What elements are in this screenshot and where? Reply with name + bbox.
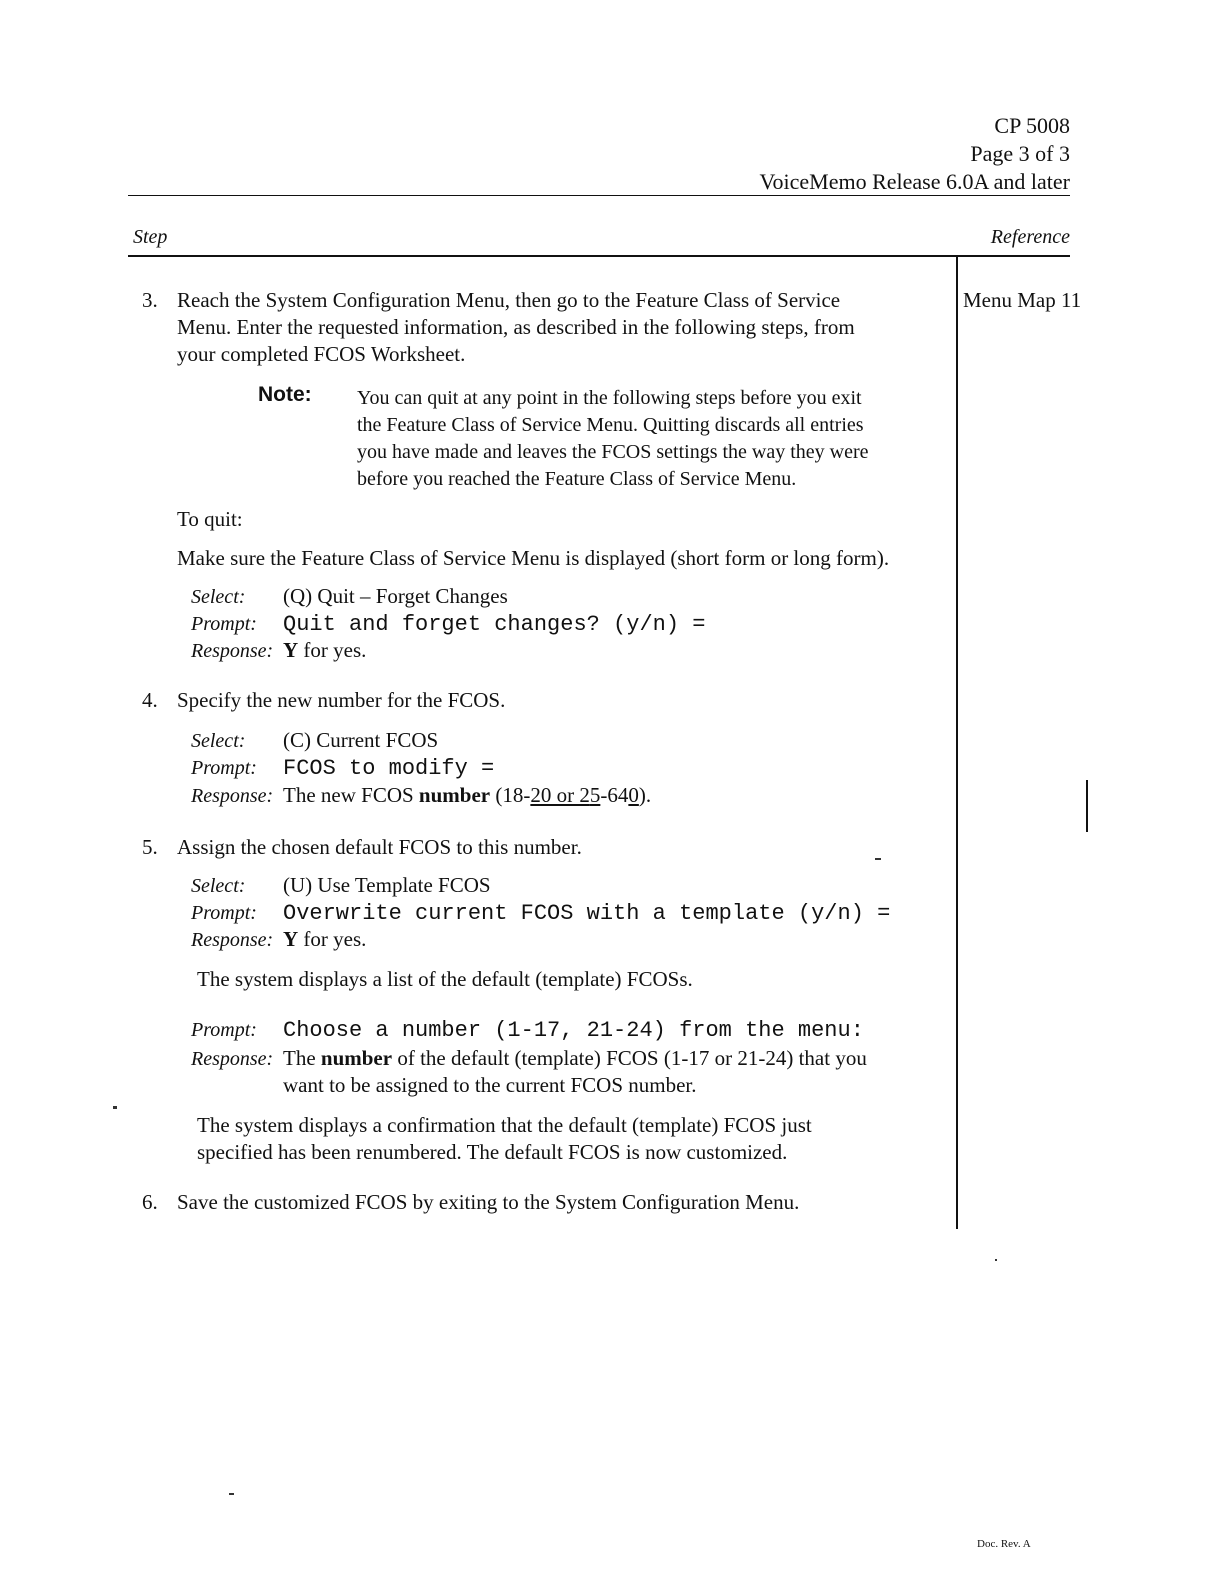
note-line4: before you reached the Feature Class of Service Menu. [357, 468, 797, 490]
note-label: Note: [258, 383, 312, 406]
template-list-text: The system displays a list of the default (template) FCOSs. [197, 967, 693, 991]
response-range-underlined-1: 20 or 2 [530, 783, 590, 807]
step-number-5: 5. [142, 835, 158, 859]
step-number-6: 6. [142, 1190, 158, 1214]
select-label: Select: [191, 875, 246, 897]
prompt-value: Overwrite current FCOS with a template (y/n) = [283, 901, 891, 926]
select-value: (Q) Quit – Forget Changes [283, 584, 508, 608]
header-rule [128, 195, 1070, 196]
scan-artifact-dot [229, 1493, 234, 1495]
scan-artifact-dot [995, 1259, 997, 1261]
to-quit-label: To quit: [177, 507, 243, 531]
response-label: Response: [191, 785, 274, 807]
step5-response2-row [191, 1045, 867, 1073]
reference-column-header: Reference [990, 226, 1070, 248]
response-bold: Y [283, 638, 299, 662]
response-label: Response: [191, 1048, 274, 1070]
column-header-rule [128, 255, 1070, 257]
note-line2: the Feature Class of Service Menu. Quitting discards all entries [357, 414, 864, 436]
step3-response-row [191, 637, 366, 665]
prompt-value: Quit and forget changes? (y/n) = [283, 612, 706, 637]
step-number-3: 3. [142, 288, 158, 312]
response-range-mid: -64 [600, 783, 629, 807]
step5-text: Assign the chosen default FCOS to this number. [177, 835, 582, 859]
response-label: Response: [191, 929, 274, 951]
response-rest: for yes. [298, 638, 367, 662]
release-label: VoiceMemo Release 6.0A and later [759, 169, 1070, 194]
document-revision: Doc. Rev. A [977, 1538, 1031, 1550]
prompt-label: Prompt: [191, 902, 257, 924]
confirmation-line2: specified has been renumbered. The default FCOS is now customized. [197, 1140, 788, 1164]
response-rest: of the default (template) FCOS (1-17 or 21-24) that you [392, 1046, 867, 1070]
select-label: Select: [191, 586, 246, 608]
response-rest: for yes. [298, 927, 367, 951]
response-text: The new FCOS [283, 783, 419, 807]
step3-prompt-row [191, 610, 705, 638]
step-number-4: 4. [142, 688, 158, 712]
note-line3: you have made and leaves the FCOS settings the way they were [357, 441, 869, 463]
prompt-value: FCOS to modify = [283, 756, 495, 781]
response-bold: Y [283, 927, 299, 951]
scan-artifact-dot [113, 1106, 117, 1109]
step3-text-line3: your completed FCOS Worksheet. [177, 342, 466, 366]
response-range-open: (18- [490, 783, 531, 807]
step4-select-row [191, 727, 438, 755]
step3-select-row [191, 583, 508, 611]
note-line1: You can quit at any point in the following steps before you exit [357, 387, 862, 409]
document-id: CP 5008 [994, 113, 1070, 138]
response2-line2: want to be assigned to the current FCOS number. [283, 1073, 697, 1097]
reference-column-divider [956, 257, 958, 1229]
response-text: The [283, 1046, 321, 1070]
step4-prompt-row [191, 754, 494, 782]
step5-response-row [191, 926, 366, 954]
select-value: (U) Use Template FCOS [283, 873, 491, 897]
step6-text: Save the customized FCOS by exiting to the System Configuration Menu. [177, 1190, 800, 1214]
response-range-underlined-2: 5 [589, 783, 601, 807]
scan-artifact-dash [875, 858, 881, 860]
step5-select-row [191, 872, 491, 900]
confirmation-line1: The system displays a confirmation that the default (template) FCOS just [197, 1113, 812, 1137]
response-range-underlined-3: 0 [628, 783, 639, 807]
prompt-label: Prompt: [191, 613, 257, 635]
prompt-value: Choose a number (1-17, 21-24) from the menu: [283, 1018, 864, 1043]
step5-prompt2-row [191, 1016, 864, 1044]
step4-response-row [191, 782, 651, 810]
prompt-label: Prompt: [191, 757, 257, 779]
step4-text: Specify the new number for the FCOS. [177, 688, 506, 712]
response-label: Response: [191, 640, 274, 662]
step-column-header: Step [133, 226, 168, 248]
response-range-close: ). [638, 783, 652, 807]
step3-text-line1: Reach the System Configuration Menu, then go to the Feature Class of Service [177, 288, 841, 312]
page-number: Page 3 of 3 [970, 141, 1070, 166]
step3-text-line2: Menu. Enter the requested information, as described in the following steps, from [177, 315, 855, 339]
step5-prompt-row [191, 899, 890, 927]
response-bold: number [418, 783, 491, 807]
prompt-label: Prompt: [191, 1019, 257, 1041]
reference-menu-map: Menu Map 11 [963, 288, 1082, 312]
select-value: (C) Current FCOS [283, 728, 439, 752]
select-label: Select: [191, 730, 246, 752]
response-bold: number [320, 1046, 393, 1070]
scan-artifact-line [1086, 780, 1088, 832]
quit-instruction: Make sure the Feature Class of Service Menu is displayed (short form or long form). [177, 546, 890, 570]
